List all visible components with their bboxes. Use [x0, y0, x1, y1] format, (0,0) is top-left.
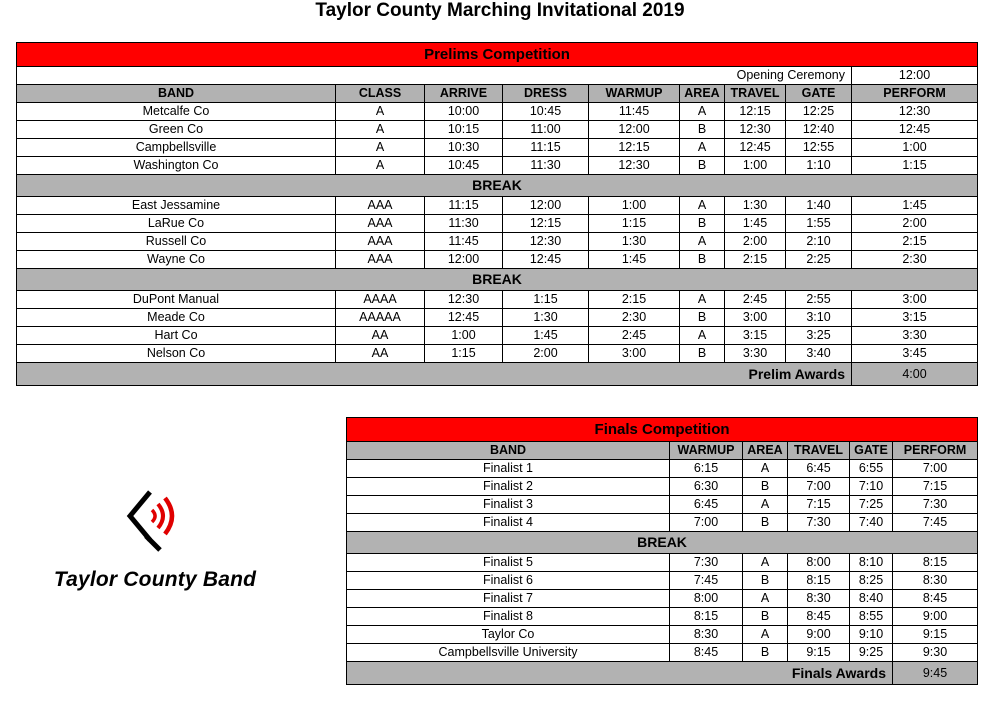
table-cell: 8:15: [788, 572, 850, 590]
table-cell: 9:25: [850, 644, 893, 662]
table-cell: Finalist 5: [347, 554, 670, 572]
table-cell: B: [680, 309, 725, 327]
table-cell: AAAAA: [336, 309, 425, 327]
table-cell: 3:15: [852, 309, 978, 327]
finals-header: Finals Competition: [347, 418, 978, 442]
table-cell: 11:30: [503, 157, 589, 175]
table-cell: 11:45: [425, 233, 503, 251]
table-cell: 6:55: [850, 460, 893, 478]
table-cell: Green Co: [17, 121, 336, 139]
table-cell: 12:00: [503, 197, 589, 215]
table-cell: 7:30: [670, 554, 743, 572]
table-row: [347, 496, 978, 514]
table-cell: Finalist 4: [347, 514, 670, 532]
page-title: Taylor County Marching Invitational 2019: [315, 0, 685, 21]
table-cell: Nelson Co: [17, 345, 336, 363]
table-cell: 11:15: [503, 139, 589, 157]
column-header: BAND: [17, 85, 336, 103]
table-cell: Meade Co: [17, 309, 336, 327]
table-cell: Russell Co: [17, 233, 336, 251]
table-cell: 7:45: [893, 514, 978, 532]
table-cell: Campbellsville University: [347, 644, 670, 662]
opening-ceremony-row: [17, 67, 978, 85]
table-cell: 2:00: [725, 233, 786, 251]
break-label: BREAK: [347, 532, 978, 554]
column-header: BAND: [347, 442, 670, 460]
prelims-awards-label: Prelim Awards: [17, 363, 852, 386]
table-cell: 8:00: [788, 554, 850, 572]
table-cell: 12:45: [852, 121, 978, 139]
table-cell: 3:45: [852, 345, 978, 363]
table-cell: 7:15: [788, 496, 850, 514]
table-cell: A: [680, 233, 725, 251]
prelims-break-row: [17, 175, 978, 197]
table-cell: B: [743, 608, 788, 626]
table-cell: 3:00: [852, 291, 978, 309]
table-cell: 12:15: [589, 139, 680, 157]
table-cell: 7:00: [893, 460, 978, 478]
table-cell: 7:10: [850, 478, 893, 496]
table-cell: 7:00: [788, 478, 850, 496]
table-cell: A: [680, 139, 725, 157]
table-cell: 2:15: [852, 233, 978, 251]
table-cell: B: [743, 572, 788, 590]
table-cell: 8:45: [893, 590, 978, 608]
prelims-awards-time: 4:00: [852, 363, 978, 386]
table-cell: B: [680, 251, 725, 269]
table-cell: 9:30: [893, 644, 978, 662]
table-cell: AA: [336, 345, 425, 363]
prelims-break-row: [17, 269, 978, 291]
column-header: ARRIVE: [425, 85, 503, 103]
table-cell: 7:40: [850, 514, 893, 532]
table-cell: 8:30: [893, 572, 978, 590]
table-cell: B: [680, 157, 725, 175]
table-cell: A: [680, 197, 725, 215]
table-cell: Campbellsville: [17, 139, 336, 157]
table-cell: 6:15: [670, 460, 743, 478]
table-cell: A: [336, 103, 425, 121]
table-cell: 1:00: [852, 139, 978, 157]
column-header: GATE: [850, 442, 893, 460]
table-cell: 8:15: [893, 554, 978, 572]
table-cell: 8:45: [788, 608, 850, 626]
table-cell: 3:40: [786, 345, 852, 363]
finals-table: [346, 417, 978, 685]
column-header: PERFORM: [852, 85, 978, 103]
table-cell: 11:15: [425, 197, 503, 215]
table-row: [17, 345, 978, 363]
table-cell: 2:45: [589, 327, 680, 345]
finals-awards-row: [347, 662, 978, 685]
table-cell: A: [743, 460, 788, 478]
table-row: [347, 644, 978, 662]
table-cell: 12:00: [589, 121, 680, 139]
table-cell: 9:15: [788, 644, 850, 662]
table-cell: 1:15: [503, 291, 589, 309]
table-cell: 2:00: [503, 345, 589, 363]
band-logo: [24, 488, 286, 591]
table-cell: 12:30: [589, 157, 680, 175]
table-cell: AAAA: [336, 291, 425, 309]
table-cell: 1:10: [786, 157, 852, 175]
table-cell: 3:10: [786, 309, 852, 327]
table-cell: Metcalfe Co: [17, 103, 336, 121]
table-cell: 6:45: [670, 496, 743, 514]
prelims-table: [16, 42, 978, 386]
table-row: [17, 197, 978, 215]
table-cell: B: [743, 514, 788, 532]
column-header: DRESS: [503, 85, 589, 103]
column-header: AREA: [743, 442, 788, 460]
table-cell: Finalist 3: [347, 496, 670, 514]
table-cell: 2:10: [786, 233, 852, 251]
break-label: BREAK: [17, 269, 978, 291]
table-cell: AA: [336, 327, 425, 345]
table-cell: East Jessamine: [17, 197, 336, 215]
table-cell: 8:40: [850, 590, 893, 608]
table-cell: 12:45: [503, 251, 589, 269]
table-cell: 2:15: [589, 291, 680, 309]
table-cell: B: [743, 478, 788, 496]
column-header: TRAVEL: [725, 85, 786, 103]
opening-ceremony-time: 12:00: [852, 67, 978, 85]
prelims-awards-row: [17, 363, 978, 386]
table-cell: 2:45: [725, 291, 786, 309]
table-cell: 8:10: [850, 554, 893, 572]
table-cell: 8:15: [670, 608, 743, 626]
table-row: [17, 139, 978, 157]
table-row: [347, 460, 978, 478]
table-cell: Finalist 7: [347, 590, 670, 608]
column-header: GATE: [786, 85, 852, 103]
table-cell: 2:00: [852, 215, 978, 233]
table-cell: 7:45: [670, 572, 743, 590]
table-cell: A: [680, 103, 725, 121]
band-logo-text: Taylor County Band: [53, 568, 257, 591]
table-row: [17, 233, 978, 251]
finals-column-header-row: [347, 442, 978, 460]
table-cell: 6:45: [788, 460, 850, 478]
table-cell: 1:55: [786, 215, 852, 233]
table-cell: 8:25: [850, 572, 893, 590]
table-cell: B: [680, 345, 725, 363]
table-cell: 12:45: [725, 139, 786, 157]
table-cell: 1:30: [589, 233, 680, 251]
table-cell: 1:15: [589, 215, 680, 233]
table-cell: 11:45: [589, 103, 680, 121]
table-cell: 7:15: [893, 478, 978, 496]
table-cell: A: [336, 121, 425, 139]
table-cell: Finalist 1: [347, 460, 670, 478]
table-cell: 9:10: [850, 626, 893, 644]
table-cell: 10:15: [425, 121, 503, 139]
table-cell: Hart Co: [17, 327, 336, 345]
table-cell: 9:00: [788, 626, 850, 644]
table-cell: AAA: [336, 251, 425, 269]
table-cell: 1:45: [503, 327, 589, 345]
table-cell: 12:30: [852, 103, 978, 121]
table-cell: 12:00: [425, 251, 503, 269]
table-row: [17, 309, 978, 327]
table-cell: 12:30: [725, 121, 786, 139]
table-cell: B: [680, 215, 725, 233]
table-cell: 1:45: [725, 215, 786, 233]
table-row: [347, 590, 978, 608]
finals-break-row: [347, 532, 978, 554]
table-cell: 8:55: [850, 608, 893, 626]
table-cell: B: [680, 121, 725, 139]
table-cell: 8:30: [788, 590, 850, 608]
table-row: [347, 572, 978, 590]
speaker-sound-wave-icon: [126, 488, 186, 552]
table-cell: A: [336, 157, 425, 175]
prelims-header: Prelims Competition: [17, 43, 978, 67]
table-cell: 12:45: [425, 309, 503, 327]
table-cell: 1:45: [589, 251, 680, 269]
table-cell: LaRue Co: [17, 215, 336, 233]
table-cell: 12:30: [503, 233, 589, 251]
table-cell: 1:45: [852, 197, 978, 215]
column-header: WARMUP: [670, 442, 743, 460]
table-row: [17, 157, 978, 175]
table-cell: 1:00: [725, 157, 786, 175]
finals-awards-time: 9:45: [893, 662, 978, 685]
table-cell: 7:00: [670, 514, 743, 532]
table-cell: 12:15: [725, 103, 786, 121]
table-cell: AAA: [336, 215, 425, 233]
table-row: [347, 626, 978, 644]
table-cell: 7:25: [850, 496, 893, 514]
table-cell: 10:30: [425, 139, 503, 157]
table-cell: 3:00: [725, 309, 786, 327]
table-row: [17, 251, 978, 269]
break-label: BREAK: [17, 175, 978, 197]
table-cell: 2:15: [725, 251, 786, 269]
table-row: [17, 327, 978, 345]
prelims-column-header-row: [17, 85, 978, 103]
table-cell: 10:45: [425, 157, 503, 175]
table-cell: AAA: [336, 233, 425, 251]
table-cell: 8:45: [670, 644, 743, 662]
table-cell: 1:00: [589, 197, 680, 215]
table-cell: 10:00: [425, 103, 503, 121]
table-cell: 12:25: [786, 103, 852, 121]
table-cell: 2:30: [589, 309, 680, 327]
table-row: [347, 514, 978, 532]
table-cell: 12:40: [786, 121, 852, 139]
table-cell: 12:55: [786, 139, 852, 157]
table-row: [347, 554, 978, 572]
table-cell: 1:40: [786, 197, 852, 215]
table-cell: 9:00: [893, 608, 978, 626]
table-cell: 2:55: [786, 291, 852, 309]
table-cell: Taylor Co: [347, 626, 670, 644]
table-cell: A: [743, 554, 788, 572]
table-cell: 1:00: [425, 327, 503, 345]
table-cell: A: [743, 590, 788, 608]
table-cell: A: [743, 496, 788, 514]
table-cell: 9:15: [893, 626, 978, 644]
table-cell: Finalist 8: [347, 608, 670, 626]
table-cell: 3:25: [786, 327, 852, 345]
table-cell: 12:15: [503, 215, 589, 233]
column-header: WARMUP: [589, 85, 680, 103]
table-cell: 1:30: [503, 309, 589, 327]
table-cell: 8:00: [670, 590, 743, 608]
opening-ceremony-label: Opening Ceremony: [17, 67, 852, 85]
table-row: [17, 103, 978, 121]
finals-awards-label: Finals Awards: [347, 662, 893, 685]
table-row: [347, 478, 978, 496]
table-cell: 2:25: [786, 251, 852, 269]
table-cell: 3:30: [852, 327, 978, 345]
table-cell: 1:30: [725, 197, 786, 215]
table-cell: DuPont Manual: [17, 291, 336, 309]
table-row: [17, 215, 978, 233]
table-cell: 3:00: [589, 345, 680, 363]
table-cell: 10:45: [503, 103, 589, 121]
column-header: PERFORM: [893, 442, 978, 460]
table-cell: 1:15: [425, 345, 503, 363]
table-cell: A: [336, 139, 425, 157]
table-cell: 7:30: [788, 514, 850, 532]
table-cell: B: [743, 644, 788, 662]
column-header: TRAVEL: [788, 442, 850, 460]
table-cell: 11:00: [503, 121, 589, 139]
table-cell: 12:30: [425, 291, 503, 309]
table-row: [17, 121, 978, 139]
table-cell: Wayne Co: [17, 251, 336, 269]
table-cell: 3:15: [725, 327, 786, 345]
table-cell: 1:15: [852, 157, 978, 175]
table-cell: Washington Co: [17, 157, 336, 175]
table-cell: Finalist 2: [347, 478, 670, 496]
column-header: AREA: [680, 85, 725, 103]
table-cell: 2:30: [852, 251, 978, 269]
table-cell: 11:30: [425, 215, 503, 233]
table-row: [347, 608, 978, 626]
table-cell: 3:30: [725, 345, 786, 363]
table-row: [17, 291, 978, 309]
table-cell: 6:30: [670, 478, 743, 496]
table-cell: A: [680, 327, 725, 345]
finals-header-row: [347, 418, 978, 442]
table-cell: A: [743, 626, 788, 644]
table-cell: A: [680, 291, 725, 309]
table-cell: AAA: [336, 197, 425, 215]
prelims-header-row: [17, 43, 978, 67]
table-cell: Finalist 6: [347, 572, 670, 590]
table-cell: 8:30: [670, 626, 743, 644]
column-header: CLASS: [336, 85, 425, 103]
table-cell: 7:30: [893, 496, 978, 514]
